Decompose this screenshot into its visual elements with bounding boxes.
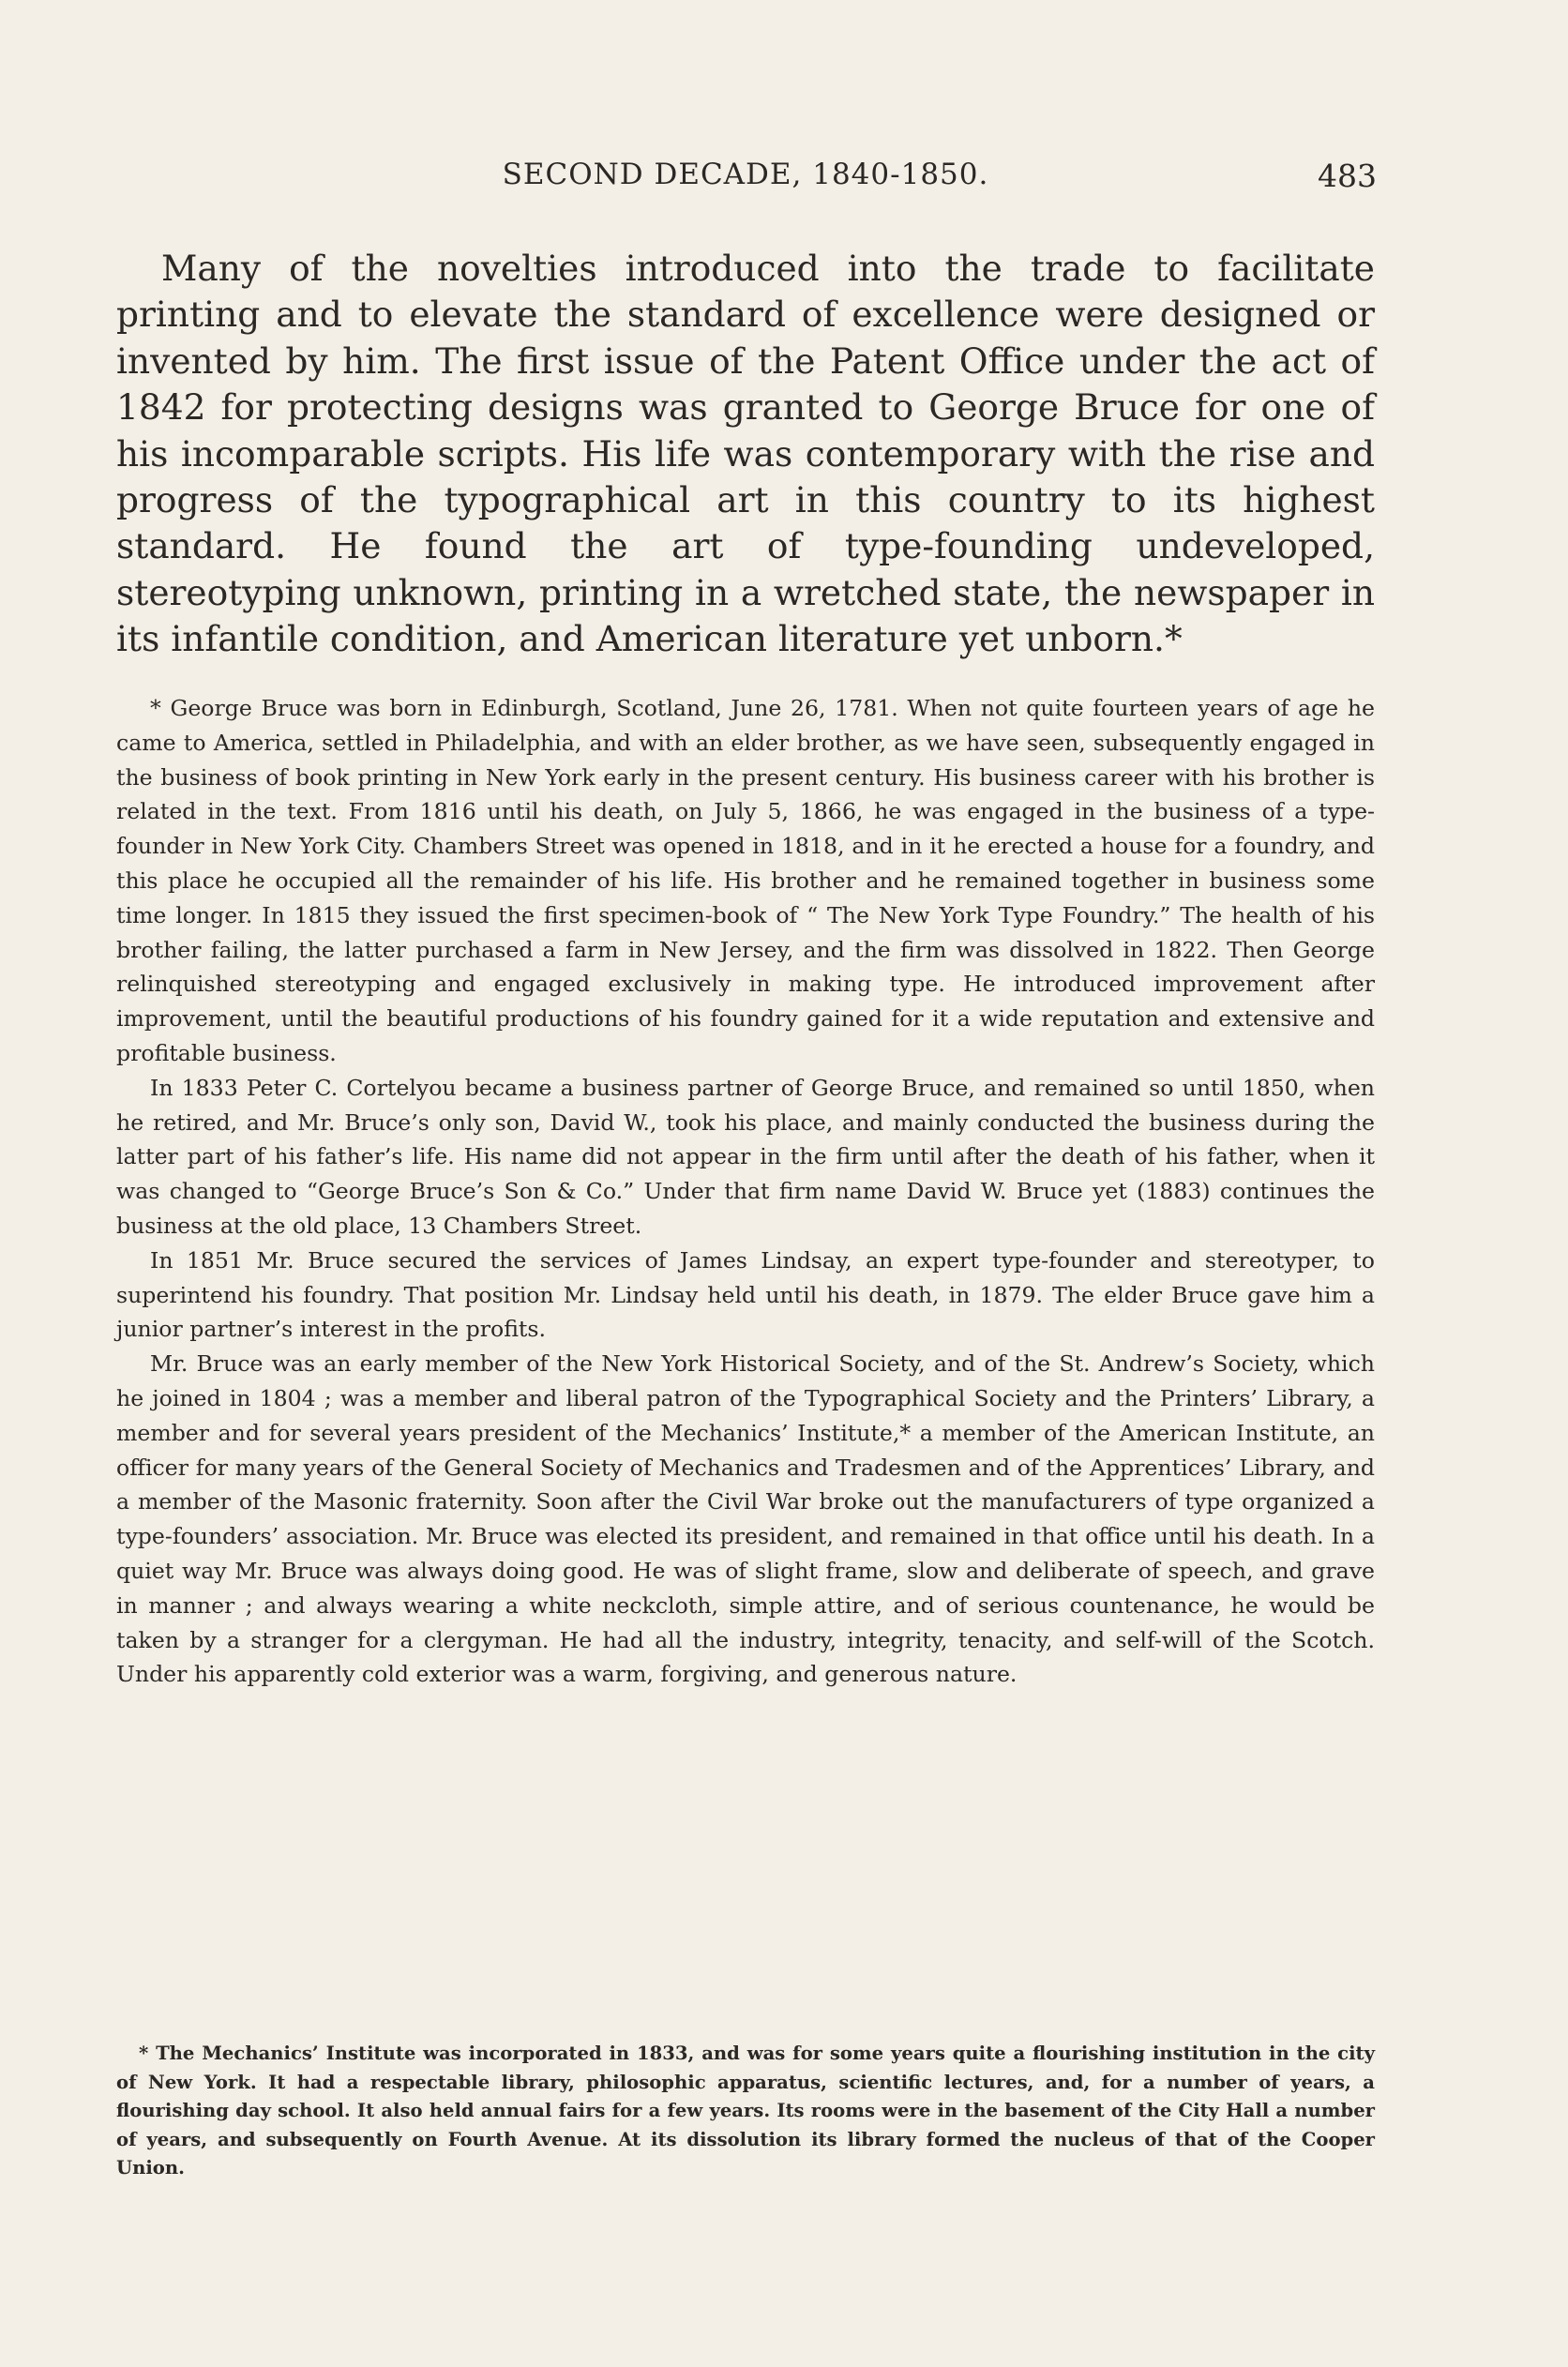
page-header	[114, 158, 1377, 204]
running-head: SECOND DECADE, 1840-1850.	[502, 158, 989, 191]
footnotes	[116, 691, 1375, 1692]
sub-footnote	[116, 2040, 1375, 2183]
page-number: 483	[1318, 158, 1377, 194]
footnote-paragraph: Mr. Bruce was an early member of the New York Historical Society, and of the St. Andrew’s Society, which he joined in 1804 ; was a member and liberal patron of the Typographical Society and the Printers’ Library, a member and for several years president of the Mechanics’ Institute,* a member of the American Institute, an officer for many years of the General Society of Mechanics and Tradesmen and of the Apprentices’ Library, and a member of the Masonic fraternity. Soon after the Civil War broke out the manufacturers of type organized a type-founders’ association. Mr. Bruce was elected its president, and remained in that office until his death. In a quiet way Mr. Bruce was always doing good. He was of slight frame, slow and deliberate of speech, and grave in manner ; and always wearing a white neckcloth, simple attire, and of serious countenance, he would be taken by a stranger for a clergyman. He had all the industry, integrity, tenacity, and self-will of the Scotch. Under his apparently cold exterior was a warm, forgiving, and generous nature.	[116, 1350, 1375, 1688]
main-text	[116, 246, 1375, 663]
main-paragraph: Many of the novelties introduced into the trade to facilitate printing and to elevate the standard of excellence were designed or invented by him. The first issue of the Patent Office under the act of 1842 for protecting designs was granted to George Bruce for one of his incomparable scripts. His life was contemporary with the rise and progress of the typographical art in this country to its highest standard. He found the art of type-founding undeveloped, stereotyping unknown, printing in a wretched state, the newspaper in its infantile condition, and American literature yet unborn.*	[116, 248, 1375, 660]
footnote-paragraph: In 1833 Peter C. Cortelyou became a business partner of George Bruce, and remained so until 1850, when he retired, and Mr. Bruce’s only son, David W., took his place, and mainly conducted the business during the latter part of his father’s life. His name did not appear in the firm until after the death of his father, when it was changed to “George Bruce’s Son & Co.” Under that firm name David W. Bruce yet (1883) continues the business at the old place, 13 Chambers Street.	[116, 1074, 1375, 1239]
sub-footnote-paragraph: * The Mechanics’ Institute was incorporated in 1833, and was for some years quite a flourishing institution in the city of New York. It had a respectable library, philosophic apparatus, scientific lectures, and, for a number of years, a flourishing day school. It also held annual fairs for a few years. Its rooms were in the basement of the City Hall a number of years, and subsequently on Fourth Avenue. At its dissolution its library formed the nucleus of that of the Cooper Union.	[116, 2043, 1375, 2179]
footnote-paragraph: * George Bruce was born in Edinburgh, Scotland, June 26, 1781. When not quite fourteen years of age he came to America, settled in Philadelphia, and with an elder brother, as we have seen, subsequently engaged in the business of book printing in New York early in the present century. His business career with his brother is related in the text. From 1816 until his death, on July 5, 1866, he was engaged in the business of a type-founder in New York City. Chambers Street was opened in 1818, and in it he erected a house for a foundry, and this place he occupied all the remainder of his life. His brother and he remained together in business some time longer. In 1815 they issued the first specimen-book of “ The New York Type Foundry.” The health of his brother failing, the latter purchased a farm in New Jersey, and the firm was dissolved in 1822. Then George relinquished stereotyping and engaged exclusively in making type. He introduced improvement after improvement, until the beautiful productions of his foundry gained for it a wide reputation and extensive and profitable business.	[116, 695, 1375, 1066]
footnote-paragraph: In 1851 Mr. Bruce secured the services of James Lindsay, an expert type-founder and stereotyper, to superintend his foundry. That position Mr. Lindsay held until his death, in 1879. The elder Bruce gave him a junior partner’s interest in the profits.	[116, 1246, 1375, 1343]
